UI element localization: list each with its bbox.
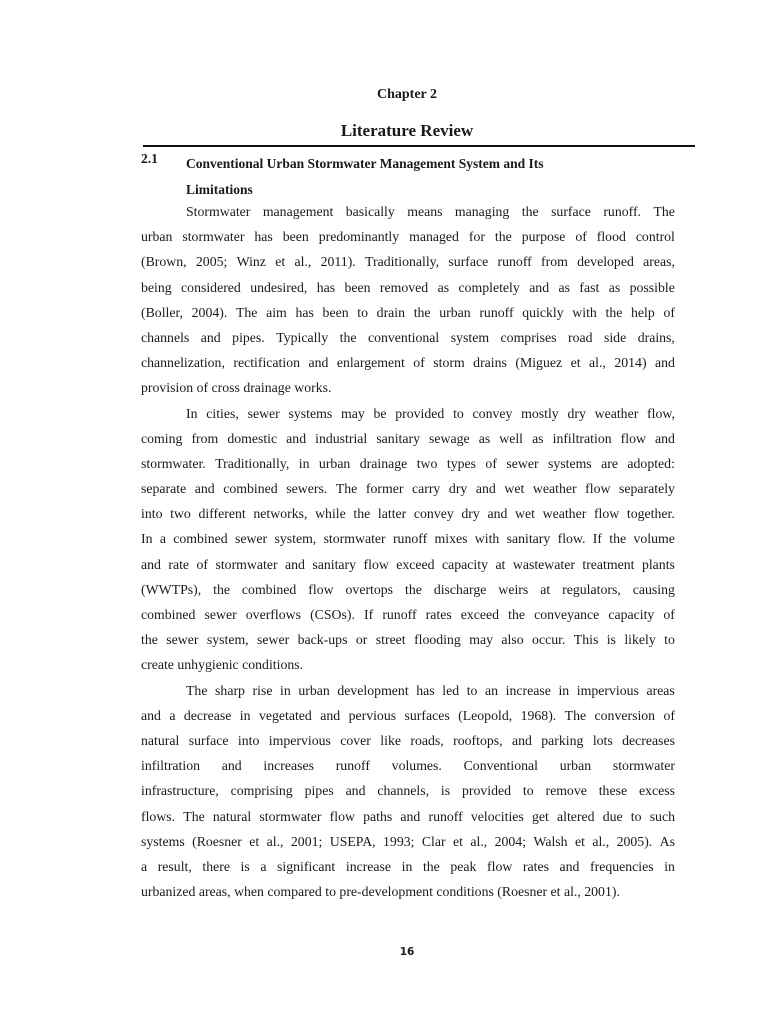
text-line: combined sewer overflows (CSOs). If runoff rates exceed the conveyance capacity of	[141, 607, 675, 622]
text-line: channels and pipes. Typically the conventional system comprises road side drains,	[141, 329, 675, 345]
paragraph	[141, 199, 675, 401]
section-number: 2.1	[141, 151, 158, 166]
text-line: the sewer system, sewer back-ups or street flooding may also occur. This is likely to	[141, 632, 675, 648]
text-line: stormwater. Traditionally, in urban drainage two types of sewer systems are adopted:	[141, 455, 675, 471]
body-text	[141, 199, 675, 904]
text-line: and a decrease in vegetated and pervious surfaces (Leopold, 1968). The conversion of	[141, 707, 675, 723]
section-title-line: Conventional Urban Stormwater Management System and Its	[186, 156, 544, 171]
text-line: (Boller, 2004). The aim has been to drain the urban runoff quickly with the help of	[141, 304, 675, 320]
text-line: create unhygienic conditions.	[141, 657, 304, 673]
text-line: channelization, rectification and enlargement of storm drains (Miguez et al., 2014) and	[141, 355, 675, 371]
text-line: The sharp rise in urban development has led to an increase in impervious areas	[186, 682, 675, 698]
text-line: systems (Roesner et al., 2001; USEPA, 1993; Clar et al., 2004; Walsh et al., 2005). As	[141, 833, 675, 849]
paragraph	[141, 678, 675, 905]
text-line: separate and combined sewers. The former carry dry and wet weather flow separately	[141, 481, 675, 497]
text-line: infrastructure, comprising pipes and channels, is provided to remove these excess	[141, 783, 675, 799]
text-line: coming from domestic and industrial sanitary sewage as well as infiltration flow and	[141, 430, 675, 446]
title-underline	[143, 145, 695, 147]
text-line: urbanized areas, when compared to pre-development conditions (Roesner et al., 2001).	[141, 884, 620, 900]
text-line: flows. The natural stormwater flow paths and runoff velocities get altered due to such	[141, 808, 675, 824]
page-number: 16	[399, 946, 415, 958]
text-line: and rate of stormwater and sanitary flow exceed capacity at wastewater treatment plants	[141, 556, 675, 572]
page-title: Literature Review	[340, 121, 474, 140]
text-line: being considered undesired, has been removed as completely and as fast as possible	[141, 279, 675, 295]
text-line: In a combined sewer system, stormwater runoff mixes with sanitary flow. If the volume	[141, 531, 675, 547]
text-line: (WWTPs), the combined flow overtops the discharge weirs at regulators, causing	[141, 581, 675, 597]
text-line: a result, there is a significant increase in the peak flow rates and frequencies in	[141, 858, 675, 874]
text-line: infiltration and increases runoff volumes. Conventional urban stormwater	[141, 758, 675, 774]
text-line: into two different networks, while the latter convey dry and wet weather flow together.	[141, 506, 675, 522]
paragraph	[141, 401, 675, 678]
text-line: (Brown, 2005; Winz et al., 2011). Traditionally, surface runoff from developed areas,	[141, 254, 675, 270]
text-line: urban stormwater has been predominantly managed for the purpose of flood control	[141, 229, 675, 245]
text-line: Stormwater management basically means managing the surface runoff. The	[186, 204, 675, 219]
section-title	[186, 151, 626, 203]
section-title-line: Limitations	[186, 182, 253, 197]
chapter-heading: Chapter 2	[376, 87, 438, 102]
text-line: provision of cross drainage works.	[141, 380, 332, 396]
text-line: In cities, sewer systems may be provided to convey mostly dry weather flow,	[186, 405, 675, 421]
text-line: natural surface into impervious cover like roads, rooftops, and parking lots decreases	[141, 732, 675, 748]
